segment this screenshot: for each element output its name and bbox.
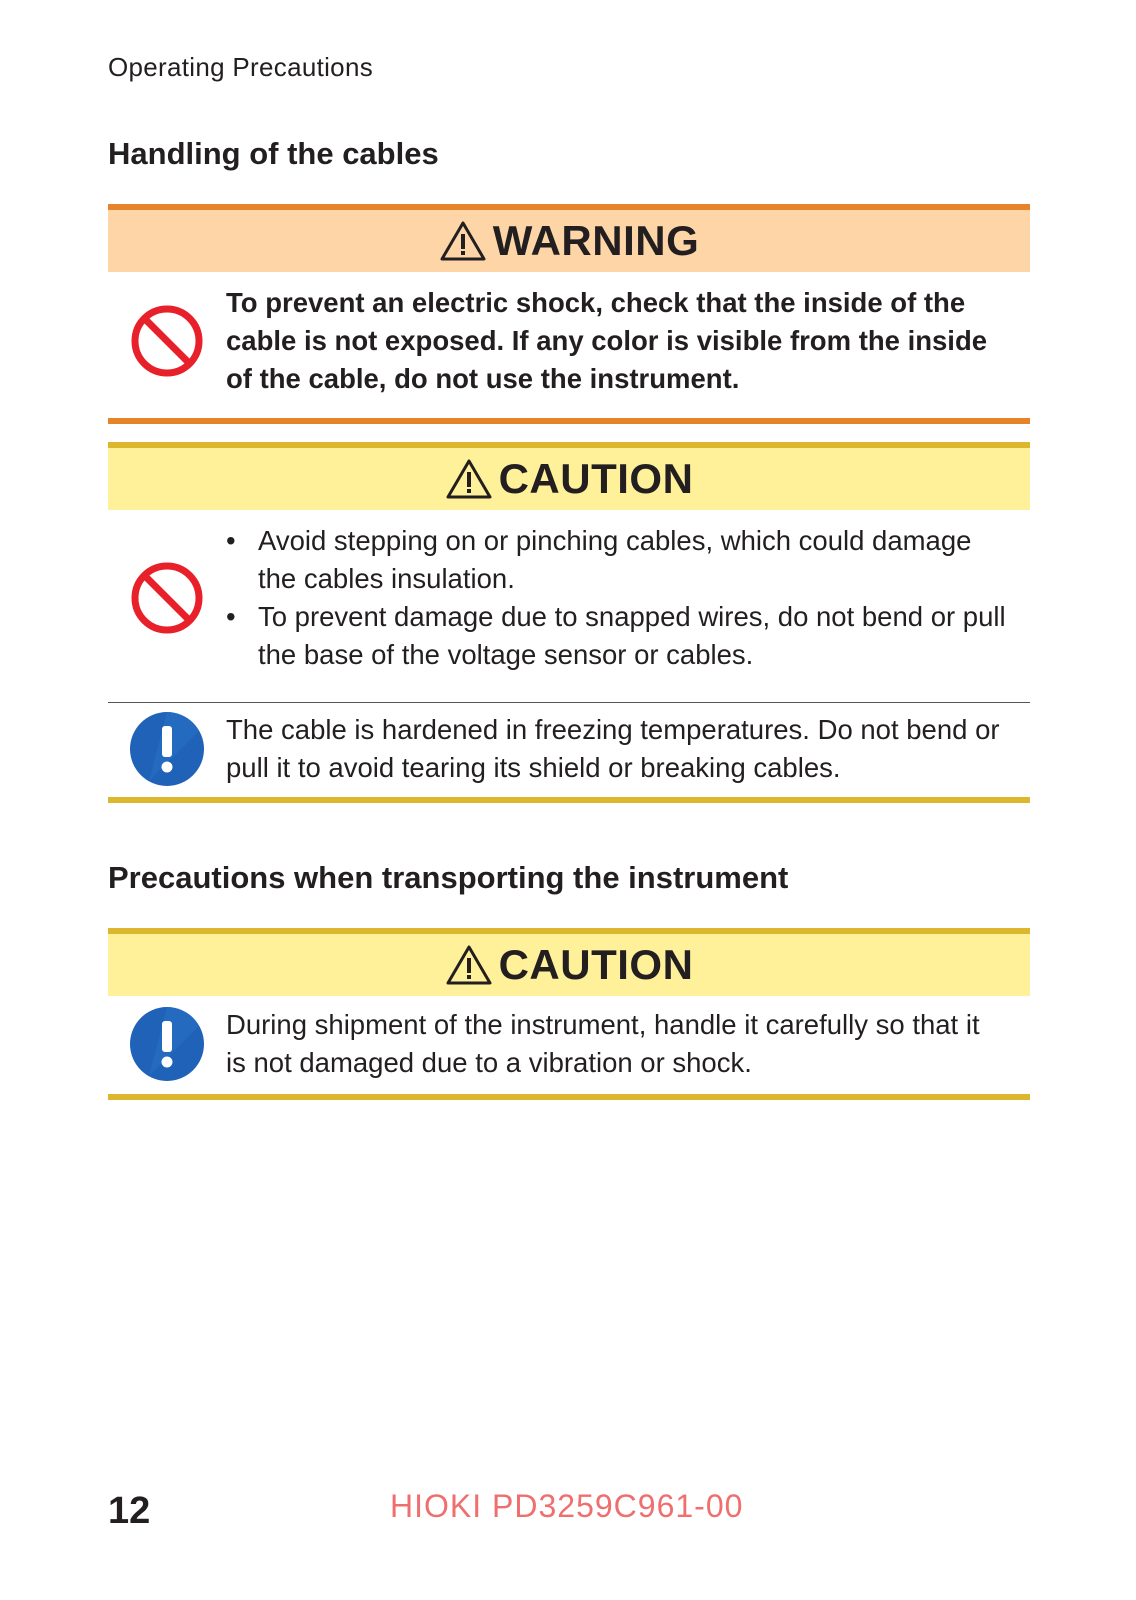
caution-transport-text: During shipment of the instrument, handle it carefully so that it is not damaged due to a vibration or shock. xyxy=(226,1009,980,1078)
caution-note-row xyxy=(108,703,1030,797)
running-header: Operating Precautions xyxy=(108,52,374,82)
caution-header-transport xyxy=(108,928,1030,996)
bullet-item: • Avoid stepping on or pinching cables, which could damage the cables insulation. xyxy=(226,522,1010,598)
prohibition-icon xyxy=(129,303,205,379)
section-title-cables: Handling of the cables xyxy=(108,136,439,171)
caution-header-cables xyxy=(108,442,1030,510)
warning-triangle-icon xyxy=(445,944,493,986)
exclamation-circle-icon xyxy=(129,711,205,787)
warning-header xyxy=(108,204,1030,272)
warning-box xyxy=(108,204,1030,424)
caution-bullet-list xyxy=(226,522,1030,674)
exclamation-circle-icon xyxy=(129,1006,205,1082)
caution-bullets-row xyxy=(108,510,1030,702)
caution-transport-row xyxy=(108,996,1030,1094)
bullet-item: • To prevent damage due to snapped wires, do not bend or pull the base of the voltage sensor or cables. xyxy=(226,598,1010,674)
caution-note-text: The cable is hardened in freezing temperatures. Do not bend or pull it to avoid tearing its shield or breaking cables. xyxy=(226,714,1000,783)
document-id: HIOKI PD3259C961-00 xyxy=(390,1488,744,1524)
warning-text: To prevent an electric shock, check that the inside of the cable is not exposed. If any color is visible from the inside of the cable, do not use the instrument. xyxy=(226,287,988,394)
prohibition-icon xyxy=(129,560,205,636)
warning-label: WARNING xyxy=(492,217,700,264)
warning-triangle-icon xyxy=(445,458,493,500)
warning-row xyxy=(108,272,1030,418)
bullet-text: Avoid stepping on or pinching cables, which could damage the cables insulation. xyxy=(258,525,972,594)
caution-label-cables: CAUTION xyxy=(498,455,694,502)
page-number: 12 xyxy=(108,1490,151,1532)
section-title-transport: Precautions when transporting the instrument xyxy=(108,860,789,895)
warning-triangle-icon xyxy=(439,220,487,262)
bullet-text: To prevent damage due to snapped wires, do not bend or pull the base of the voltage sensor or cables. xyxy=(258,601,1006,670)
caution-box-cables xyxy=(108,442,1030,803)
caution-box-transport xyxy=(108,928,1030,1100)
caution-label-transport: CAUTION xyxy=(498,941,694,988)
